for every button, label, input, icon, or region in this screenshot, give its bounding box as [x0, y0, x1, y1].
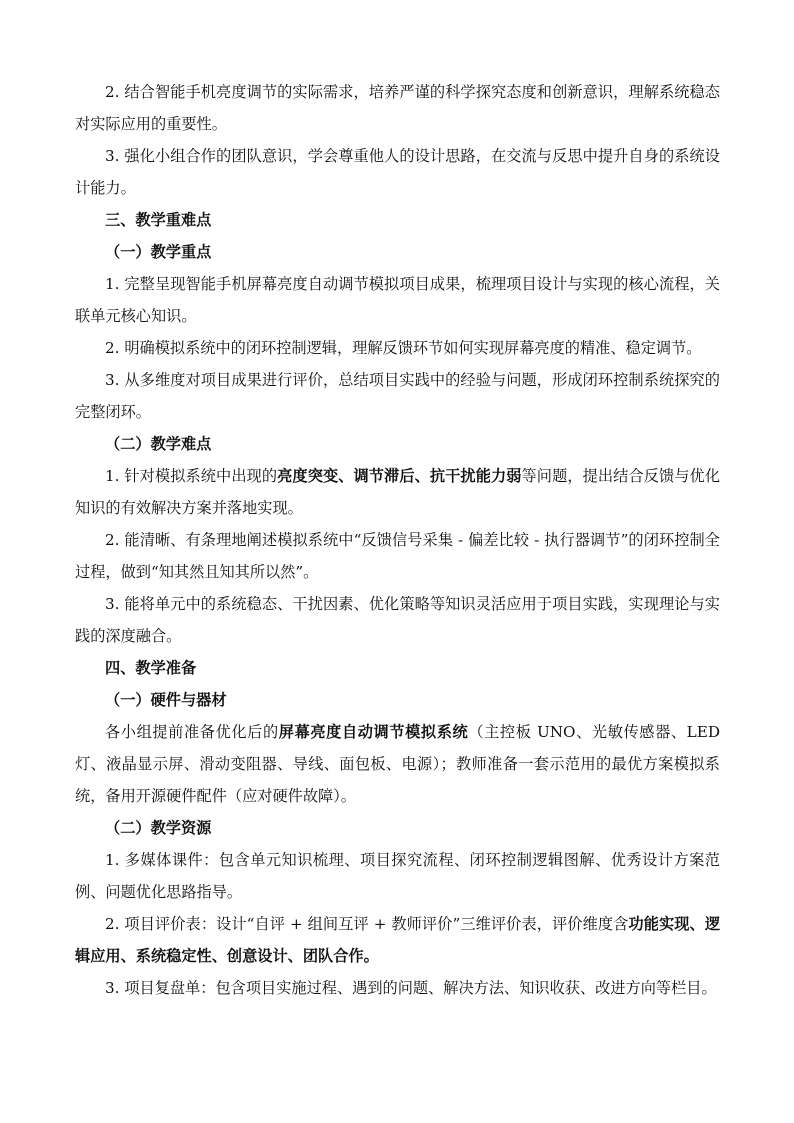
hardware-description-suffix: （主控板 UNO、光敏传感器、LED灯、液晶显示屏、滑动变阻器、导线、面包板、电源）；教师准备一套示范用的最优方案模拟系统，备用开源硬件配件（应对硬件故障）。 [75, 723, 721, 805]
subsection-heading-difficult-points: （二）教学难点 [105, 435, 212, 453]
section-heading-teaching-preparation: 四、教学准备 [105, 659, 197, 677]
objective-item-2: 2. 结合智能手机亮度调节的实际需求，培养严谨的科学探究态度和创新意识，理解系统稳态对实际应用的重要性。 [75, 83, 720, 133]
difficulty-point-2: 2. 能清晰、有条理地阐述模拟系统中“反馈信号采集 - 偏差比较 - 执行器调节”的闭环控制全过程，做到“知其然且知其所以然”。 [75, 531, 720, 581]
subsection-heading-resources: （二）教学资源 [105, 819, 212, 837]
difficulty-point-1-emphasis: 亮度突变、调节滞后、抗干扰能力弱 [277, 467, 522, 485]
resource-item-2-prefix: 2. 项目评价表：设计“自评 + 组间互评 + 教师评价”三维评价表，评价维度含 [105, 915, 629, 933]
key-point-1: 1. 完整呈现智能手机屏幕亮度自动调节模拟项目成果，梳理项目设计与实现的核心流程，关联单元核心知识。 [75, 275, 720, 325]
resource-item-1: 1. 多媒体课件：包含单元知识梳理、项目探究流程、闭环控制逻辑图解、优秀设计方案范例、问题优化思路指导。 [75, 851, 720, 901]
hardware-description-prefix: 各小组提前准备优化后的 [105, 723, 279, 741]
hardware-description [75, 716, 720, 812]
resource-item-2 [75, 908, 720, 972]
hardware-description-emphasis: 屏幕亮度自动调节模拟系统 [278, 723, 469, 741]
key-point-3: 3. 从多维度对项目成果进行评价，总结项目实践中的经验与问题，形成闭环控制系统探究的完整闭环。 [75, 371, 720, 421]
document-body [75, 76, 720, 1004]
resource-item-2-emphasis: 功能实现、逻辑应用、系统稳定性、创意设计、团队合作。 [75, 915, 721, 965]
objective-item-3: 3. 强化小组合作的团队意识，学会尊重他人的设计思路，在交流与反思中提升自身的系统设计能力。 [75, 147, 720, 197]
subsection-heading-hardware: （一）硬件与器材 [105, 691, 227, 709]
subsection-heading-key-points: （一）教学重点 [105, 243, 212, 261]
difficulty-point-1-prefix: 1. 针对模拟系统中出现的 [105, 467, 278, 485]
section-heading-key-difficult-points: 三、教学重难点 [105, 211, 212, 229]
resource-item-3: 3. 项目复盘单：包含项目实施过程、遇到的问题、解决方法、知识收获、改进方向等栏目。 [105, 979, 717, 997]
difficulty-point-3: 3. 能将单元中的系统稳态、干扰因素、优化策略等知识灵活应用于项目实践，实现理论与实践的深度融合。 [75, 595, 720, 645]
key-point-2: 2. 明确模拟系统中的闭环控制逻辑，理解反馈环节如何实现屏幕亮度的精准、稳定调节。 [105, 339, 702, 357]
difficulty-point-1 [75, 460, 720, 524]
difficulty-point-1-suffix: 等问题，提出结合反馈与优化知识的有效解决方案并落地实现。 [75, 467, 721, 517]
